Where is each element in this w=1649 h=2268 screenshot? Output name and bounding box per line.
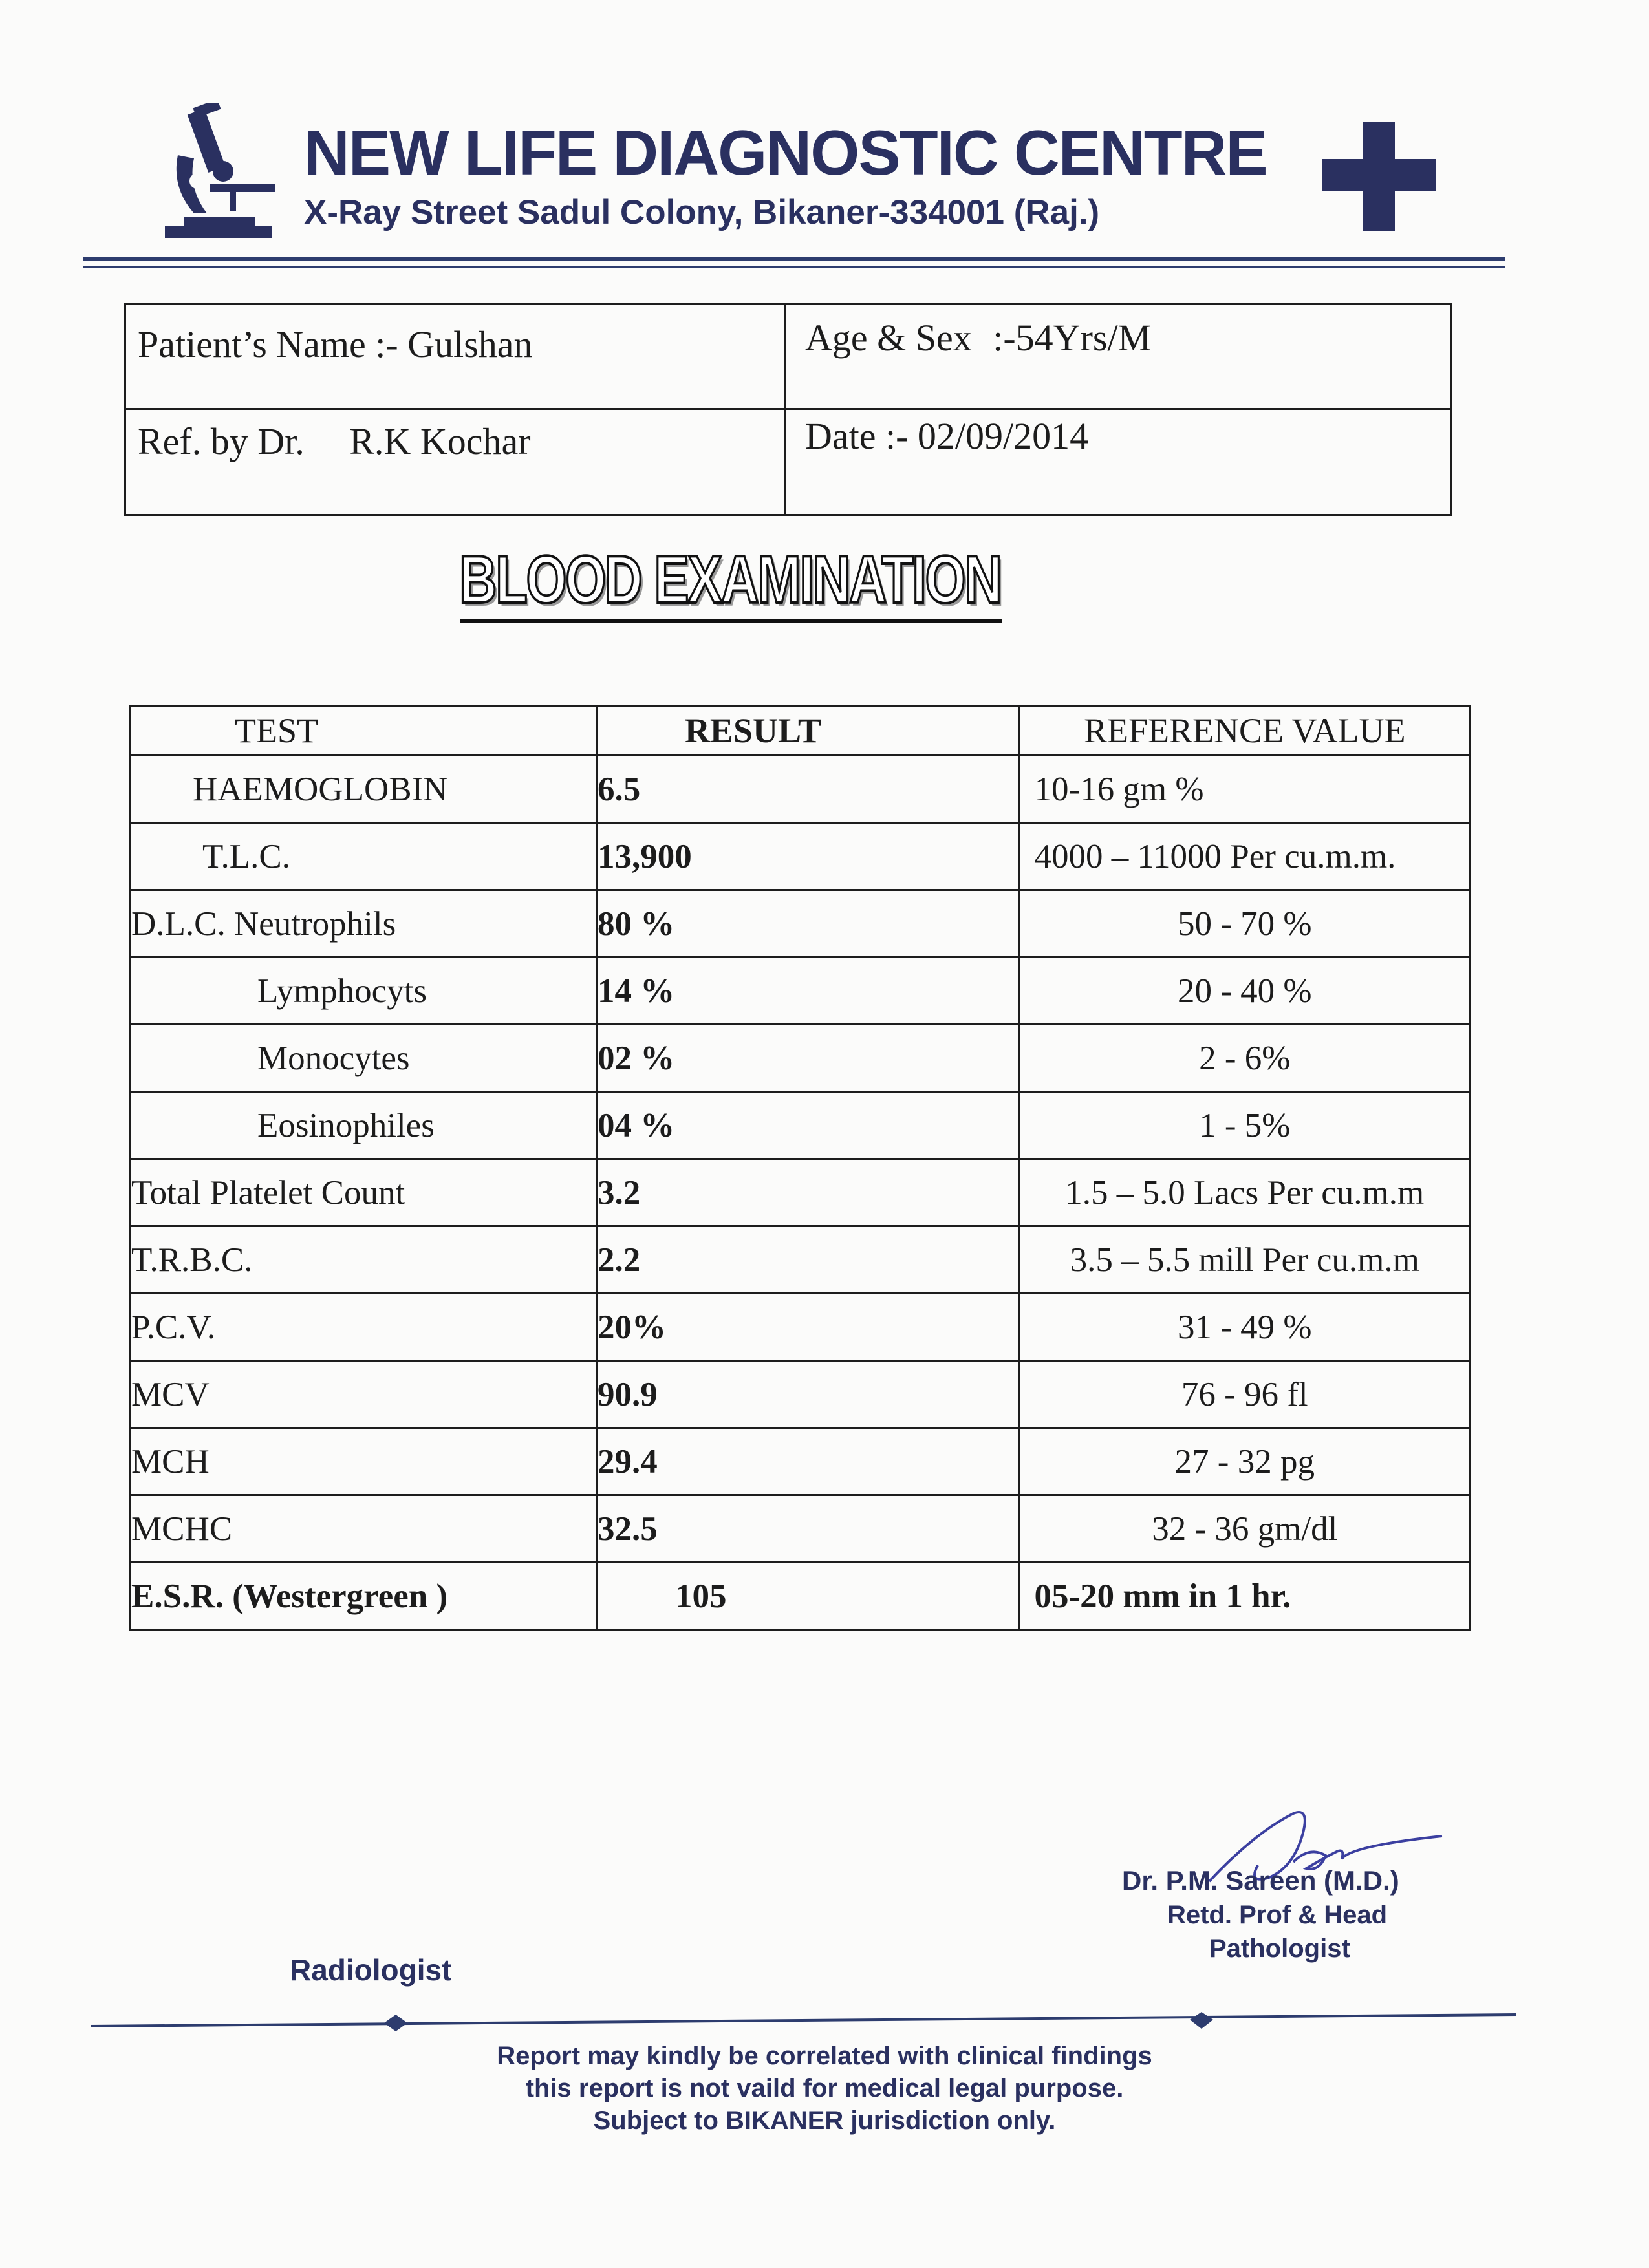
ref-doctor: R.K Kochar bbox=[349, 420, 531, 462]
test-name: Total Platelet Count bbox=[131, 1159, 597, 1226]
table-row bbox=[131, 1428, 1471, 1495]
reference-value: 1 - 5% bbox=[1019, 1092, 1470, 1159]
test-result: 13,900 bbox=[596, 823, 1019, 890]
test-name: P.C.V. bbox=[131, 1294, 597, 1361]
table-row bbox=[131, 756, 1471, 823]
test-name: E.S.R. (Westergreen ) bbox=[131, 1563, 597, 1630]
test-result: 2.2 bbox=[596, 1226, 1019, 1294]
reference-value: 1.5 – 5.0 Lacs Per cu.m.m bbox=[1019, 1159, 1470, 1226]
reference-value: 76 - 96 fl bbox=[1019, 1361, 1470, 1428]
reference-value: 4000 – 11000 Per cu.m.m. bbox=[1019, 823, 1470, 890]
patient-info-box bbox=[124, 303, 1452, 516]
age-sex-label: Age & Sex bbox=[805, 317, 972, 359]
age-sex: :-54Yrs/M bbox=[993, 317, 1152, 359]
test-result: 3.2 bbox=[596, 1159, 1019, 1226]
test-result: 04 % bbox=[596, 1092, 1019, 1159]
date-field bbox=[805, 414, 1088, 458]
ref-label: Ref. by Dr. bbox=[138, 420, 305, 462]
table-row bbox=[131, 1226, 1471, 1294]
test-name: HAEMOGLOBIN bbox=[131, 756, 597, 823]
footer-divider bbox=[91, 2012, 1516, 2031]
header-rule-thin bbox=[83, 266, 1505, 268]
radiologist-label: Radiologist bbox=[290, 1953, 452, 1987]
test-name: MCHC bbox=[131, 1495, 597, 1563]
table-row bbox=[131, 957, 1471, 1025]
test-name: D.L.C. Neutrophils bbox=[131, 890, 597, 957]
test-result: 14 % bbox=[596, 957, 1019, 1025]
date-label: Date :- bbox=[805, 415, 909, 457]
test-result: 105 bbox=[596, 1563, 1019, 1630]
pathologist-dept: Pathologist bbox=[1209, 1934, 1350, 1963]
results-table bbox=[129, 705, 1471, 1631]
lab-name: NEW LIFE DIAGNOSTIC CENTRE bbox=[304, 117, 1267, 188]
reference-value: 27 - 32 pg bbox=[1019, 1428, 1470, 1495]
test-name: Eosinophiles bbox=[131, 1092, 597, 1159]
test-result: 20% bbox=[596, 1294, 1019, 1361]
table-row bbox=[131, 1294, 1471, 1361]
pathologist-title: Retd. Prof & Head bbox=[1167, 1901, 1388, 1929]
reference-value: 3.5 – 5.5 mill Per cu.m.m bbox=[1019, 1226, 1470, 1294]
age-sex-field bbox=[805, 316, 1151, 359]
reference-value: 31 - 49 % bbox=[1019, 1294, 1470, 1361]
lab-address: X-Ray Street Sadul Colony, Bikaner-334001 (Raj.) bbox=[304, 193, 1100, 231]
test-name: MCV bbox=[131, 1361, 597, 1428]
table-row bbox=[131, 1159, 1471, 1226]
reference-value: 32 - 36 gm/dl bbox=[1019, 1495, 1470, 1563]
test-result: 32.5 bbox=[596, 1495, 1019, 1563]
test-result: 02 % bbox=[596, 1025, 1019, 1092]
medical-cross-icon bbox=[1322, 122, 1436, 231]
test-name: T.R.B.C. bbox=[131, 1226, 597, 1294]
test-result: 90.9 bbox=[596, 1361, 1019, 1428]
reference-value: 2 - 6% bbox=[1019, 1025, 1470, 1092]
patient-name-field bbox=[138, 323, 533, 366]
reference-value: 10-16 gm % bbox=[1019, 756, 1470, 823]
table-row bbox=[131, 1563, 1471, 1630]
table-row bbox=[131, 1092, 1471, 1159]
divider bbox=[126, 408, 1450, 410]
header-rule bbox=[83, 257, 1505, 261]
test-result: 6.5 bbox=[596, 756, 1019, 823]
pathologist-name: Dr. P.M. Sareen (M.D.) bbox=[1122, 1865, 1399, 1896]
table-row bbox=[131, 1025, 1471, 1092]
title-underline bbox=[460, 619, 1002, 623]
table-row bbox=[131, 890, 1471, 957]
report-title: BLOOD EXAMINATION bbox=[459, 542, 1001, 617]
patient-name: Gulshan bbox=[407, 323, 533, 365]
report-date: 02/09/2014 bbox=[917, 415, 1089, 457]
column-header-result: RESULT bbox=[596, 706, 1019, 756]
reference-value: 05-20 mm in 1 hr. bbox=[1019, 1563, 1470, 1630]
footer-jurisdiction: Subject to BIKANER jurisdiction only. bbox=[593, 2106, 1056, 2135]
test-result: 29.4 bbox=[596, 1428, 1019, 1495]
footer-disclaimer-line2: this report is not vaild for medical legal purpose. bbox=[525, 2074, 1124, 2102]
ref-doctor-field bbox=[138, 420, 531, 463]
test-name: MCH bbox=[131, 1428, 597, 1495]
patient-name-label: Patient’s Name :- bbox=[138, 323, 398, 365]
footer-disclaimer-line1: Report may kindly be correlated with clinical findings bbox=[497, 2042, 1152, 2070]
column-header-test: TEST bbox=[131, 706, 597, 756]
table-row bbox=[131, 1361, 1471, 1428]
test-name: Monocytes bbox=[131, 1025, 597, 1092]
column-header-reference: REFERENCE VALUE bbox=[1019, 706, 1470, 756]
test-name: Lymphocyts bbox=[131, 957, 597, 1025]
test-result: 80 % bbox=[596, 890, 1019, 957]
table-header-row bbox=[131, 706, 1471, 756]
table-row bbox=[131, 823, 1471, 890]
test-name: T.L.C. bbox=[131, 823, 597, 890]
reference-value: 50 - 70 % bbox=[1019, 890, 1470, 957]
reference-value: 20 - 40 % bbox=[1019, 957, 1470, 1025]
microscope-logo-icon bbox=[158, 103, 278, 242]
table-row bbox=[131, 1495, 1471, 1563]
